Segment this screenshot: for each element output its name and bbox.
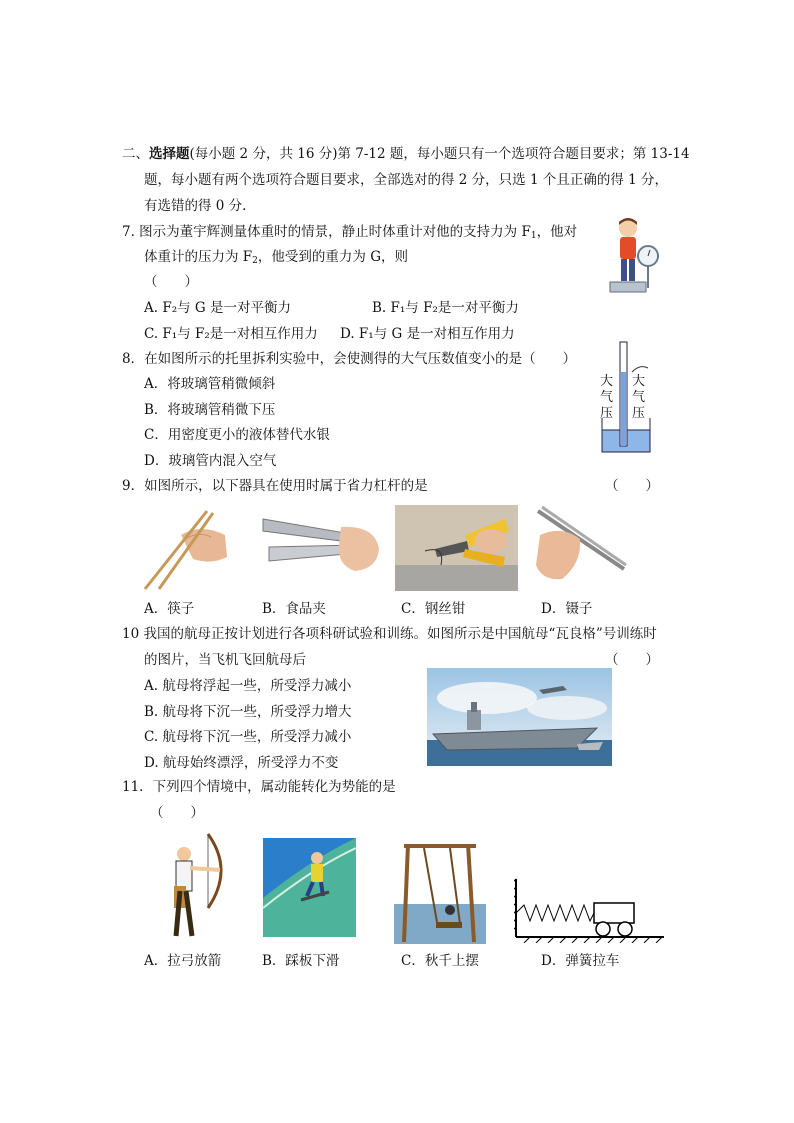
section-header-line1: 二、选择题(每小题 2 分，共 16 分)第 7-12 题，每小题只有一个选项符合题目要求；第 13-14 — [122, 146, 690, 162]
q7-stem-line1: 7. 图示为董宇辉测量体重时的情景，静止时体重计对他的支持力为 $F_1$，他对 — [122, 224, 578, 241]
q11-label-a: A．拉弓放箭 — [144, 953, 222, 969]
q10-option-c: C. 航母将下沉一些，所受浮力减小 — [144, 729, 352, 745]
q11-label-c: C．秋千上摆 — [401, 953, 479, 969]
q9-answer-bracket: （ ） — [605, 478, 659, 494]
q9-image-wire-pliers — [395, 505, 518, 591]
q8-stem: 8．在如图所示的托里拆利实验中，会使测得的大气压数值变小的是（ ） — [122, 351, 577, 367]
q9-label-a: A．筷子 — [144, 601, 195, 617]
q11-label-b: B．踩板下滑 — [262, 953, 340, 969]
q7-figure-weighing — [608, 216, 666, 296]
q8-option-a: A．将玻璃管稍微倾斜 — [144, 376, 276, 392]
q8-option-c: C．用密度更小的液体替代水银 — [144, 427, 330, 443]
q10-answer-bracket: （ ） — [605, 652, 659, 668]
q11-label-d: D．弹簧拉车 — [541, 953, 620, 969]
q9-label-d: D．镊子 — [541, 601, 593, 617]
q7-option-a: A. F₂与 G 是一对平衡力 — [144, 300, 291, 316]
q10-option-a: A. 航母将浮起一些，所受浮力减小 — [144, 678, 352, 694]
q8-figure-torricelli — [596, 338, 660, 454]
q9-label-b: B．食品夹 — [262, 601, 326, 617]
q11-image-swing — [394, 838, 486, 944]
q7-stem-line2: 体重计的压力为 $F_2$，他受到的重力为 G，则 — [144, 249, 408, 266]
section-header-line3: 有选错的得 0 分. — [144, 198, 247, 214]
q10-stem-line2: 的图片，当飞机飞回航母后 — [144, 652, 306, 668]
q11-image-archery — [164, 830, 230, 942]
q10-image-aircraft-carrier — [427, 668, 612, 766]
q10-option-d: D. 航母始终漂浮，所受浮力不变 — [144, 755, 339, 771]
q11-image-skateboard-slide — [263, 838, 356, 937]
label-atmosphere-right: 大 气 压 — [632, 374, 646, 421]
q11-stem: 11．下列四个情境中，属动能转化为势能的是 — [122, 779, 396, 795]
q9-image-tweezers — [532, 505, 629, 591]
q11-answer-bracket: （ ） — [150, 805, 204, 821]
q7-option-b: B. F₁与 F₂是一对平衡力 — [372, 300, 519, 316]
section-header-line2: 题，每小题有两个选项符合题目要求，全部选对的得 2 分，只选 1 个且正确的得 1 分， — [144, 172, 669, 188]
q8-option-b: B．将玻璃管稍微下压 — [144, 402, 276, 418]
q10-option-b: B. 航母将下沉一些，所受浮力增大 — [144, 704, 352, 720]
label-atmosphere-left: 大 气 压 — [600, 374, 614, 421]
q7-answer-bracket: （ ） — [144, 274, 198, 290]
q9-label-c: C．钢丝钳 — [401, 601, 466, 617]
cart — [594, 903, 634, 923]
spring-icon — [516, 905, 594, 921]
q11-image-spring-cart — [514, 875, 666, 943]
scale-base — [610, 282, 646, 292]
q7-option-d: D. F₁与 G 是一对相互作用力 — [340, 326, 515, 342]
q9-image-food-tongs — [245, 505, 381, 591]
q8-option-d: D．玻璃管内混入空气 — [144, 453, 277, 469]
q9-stem: 9．如图所示，以下器具在使用时属于省力杠杆的是 — [122, 478, 428, 494]
q7-option-c: C. F₁与 F₂是一对相互作用力 — [144, 326, 318, 342]
q10-stem-line1: 10 我国的航母正按计划进行各项科研试验和训练。如图所示是中国航母“瓦良格”号训练时 — [122, 626, 657, 642]
q9-image-chopsticks — [141, 505, 233, 591]
